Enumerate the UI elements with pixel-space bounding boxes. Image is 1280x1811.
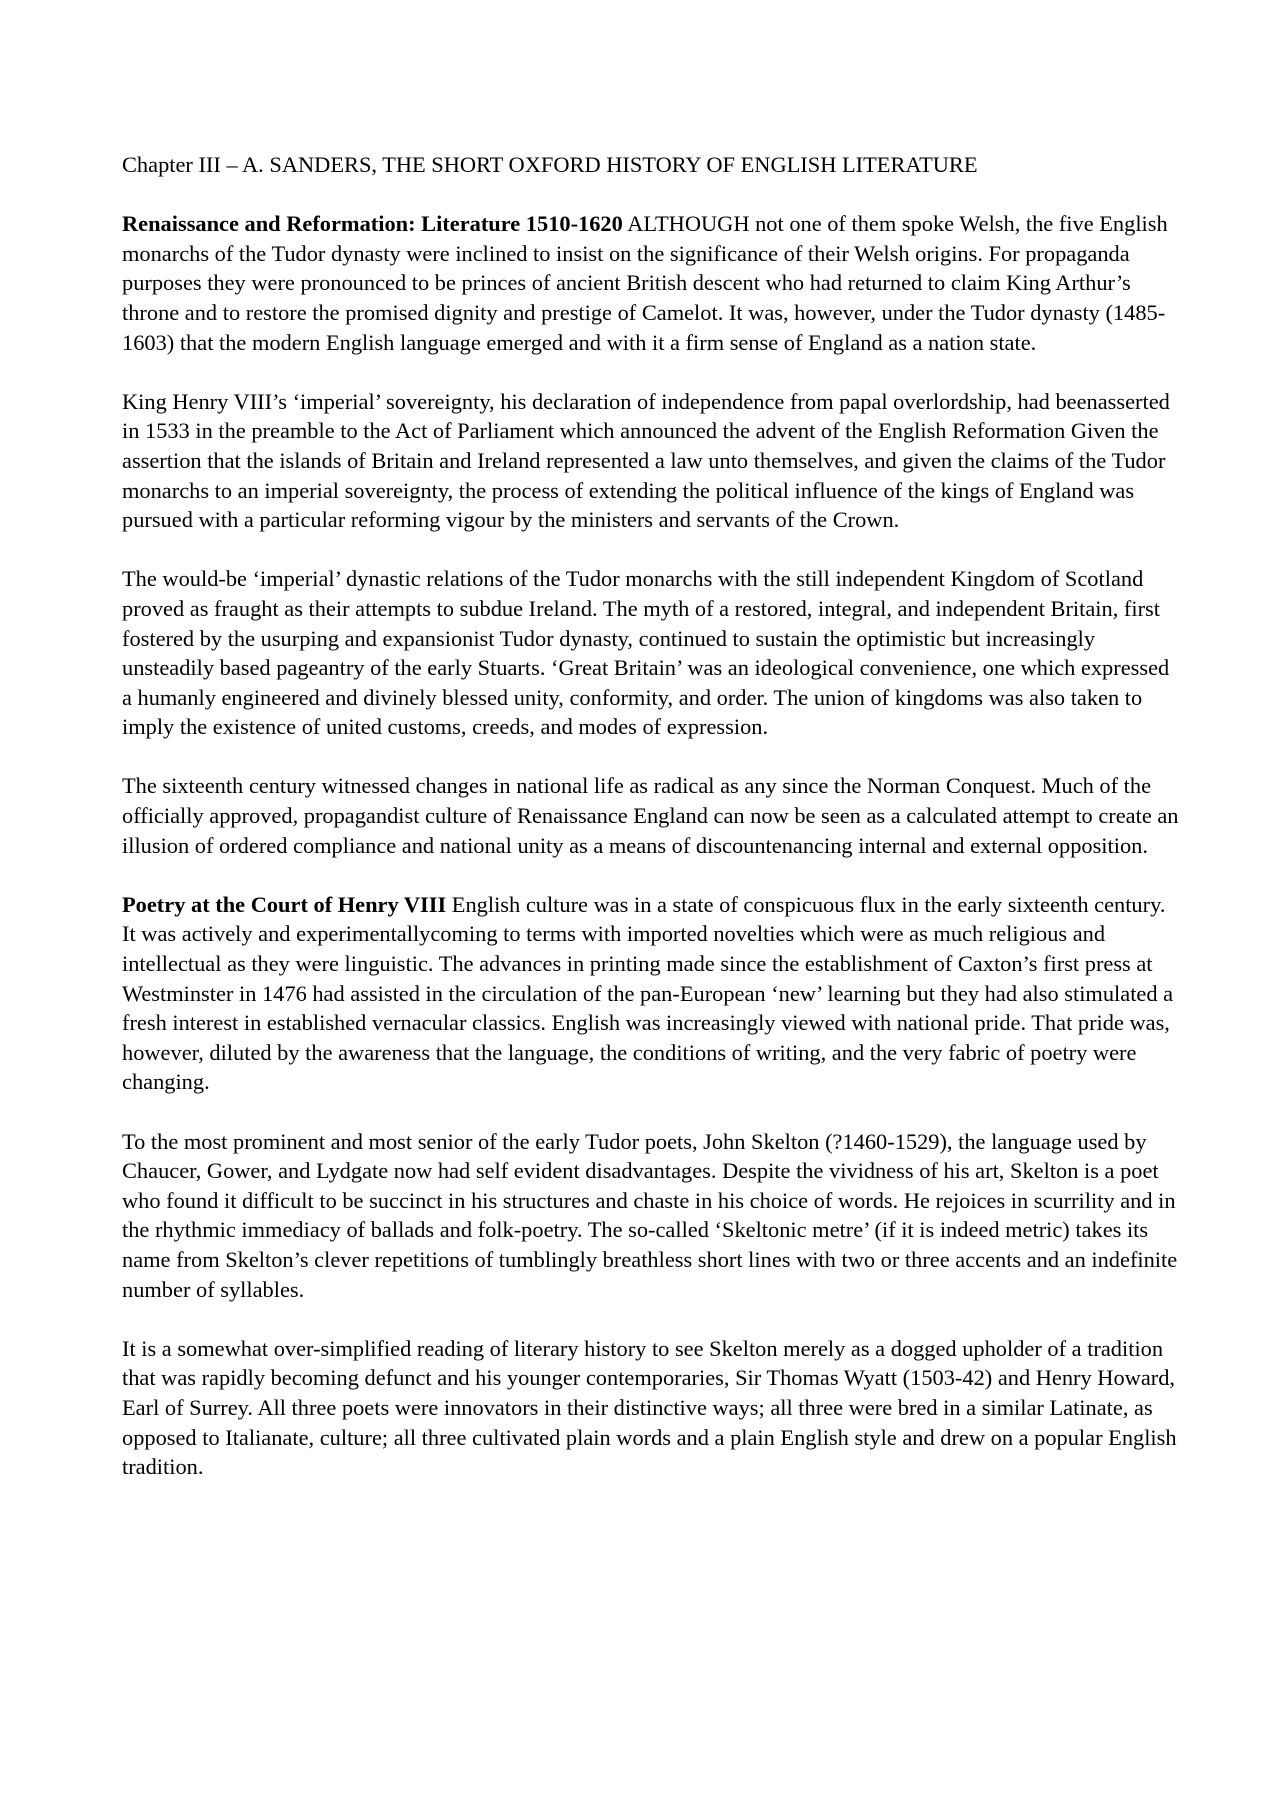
chapter-title: Chapter III – A. SANDERS, THE SHORT OXFORD HISTORY OF ENGLISH LITERATURE (122, 152, 978, 177)
paragraph-text: English culture was in a state of conspicuous flux in the early sixteenth century. It was actively and experimentallycoming to terms with imported novelties which were as much religious and intellectual as they were linguistic. The advances in printing made since the establishment of Caxton’s first press at Westminster in 1476 had assisted in the circulation of the pan-European ‘new’ learning but they had also stimulated a fresh interest in established vernacular classics. English was increasingly viewed with national pride. That pride was, however, diluted by the awareness that the language, the conditions of writing, and the very fabric of poetry were changing. (122, 891, 1174, 1095)
paragraph-henry-sovereignty: King Henry VIII’s ‘imperial’ sovereignty, his declaration of independence from papal overlordship, had beenasserted in 1533 in the preamble to the Act of Parliament which announced the advent of the English Reformation Given the assertion that the islands of Britain and Ireland represented a law unto themselves, and given the claims of the Tudor monarchs to an imperial sovereignty, the process of extending the political influence of the kings of England was pursued with a particular reforming vigour by the ministers and servants of the Crown. (122, 388, 1170, 533)
paragraph-poetry-court (122, 890, 1182, 1097)
paragraph-skelton: To the most prominent and most senior of the early Tudor poets, John Skelton (?1460-1529), the language used by Chaucer, Gower, and Lydgate now had self evident disadvantages. Despite the vividness of his art, Skelton is a poet who found it difficult to be succinct in his structures and chaste in his choice of words. He rejoices in scurrility and in the rhythmic immediacy of ballads and folk-poetry. The so-called ‘Skeltonic metre’ (if it is indeed metric) takes its name from Skelton’s clever repetitions of tumblingly breathless short lines with two or three accents and an indefinite number of syllables. (122, 1128, 1178, 1302)
paragraph-scotland: The would-be ‘imperial’ dynastic relations of the Tudor monarchs with the still independent Kingdom of Scotland proved as fraught as their attempts to subdue Ireland. The myth of a restored, integral, and independent Britain, first fostered by the usurping and expansionist Tudor dynasty, continued to sustain the optimistic but increasingly unsteadily based pageantry of the early Stuarts. ‘Great Britain’ was an ideological convenience, one which expressed a humanly engineered and divinely blessed unity, conformity, and order. The union of kingdoms was also taken to imply the existence of united customs, creeds, and modes of expression. (122, 566, 1170, 740)
paragraph-renaissance (122, 209, 1182, 357)
paragraph-literary-history: It is a somewhat over-simplified reading of literary history to see Skelton merely as a dogged upholder of a tradition that was rapidly becoming defunct and his younger contemporaries, Sir Thomas Wyatt (1503-42) and Henry Howard, Earl of Surrey. All three poets were innovators in their distinctive ways; all three were bred in a similar Latinate, as opposed to Italianate, culture; all three cultivated plain words and a plain English style and drew on a popular English tradition. (122, 1335, 1177, 1480)
section-heading-poetry: Poetry at the Court of Henry VIII (122, 891, 447, 917)
section-heading-renaissance: Renaissance and Reformation: Literature 1510-1620 (122, 211, 623, 237)
document-body (122, 150, 1182, 1511)
paragraph-sixteenth-century: The sixteenth century witnessed changes in national life as radical as any since the Norman Conquest. Much of the officially approved, propagandist culture of Renaissance England can now be seen as a calculated attempt to create an illusion of ordered compliance and national unity as a means of discountenancing internal and external opposition. (122, 773, 1179, 858)
paragraph-text: ALTHOUGH not one of them spoke Welsh, the five English monarchs of the Tudor dynasty were inclined to insist on the significance of their Welsh origins. For propaganda purposes they were pronounced to be princes of ancient British descent who had returned to claim King Arthur’s throne and to restore the promised dignity and prestige of Camelot. It was, however, under the Tudor dynasty (1485-1603) that the modern English language emerged and with it a firm sense of England as a nation state. (122, 211, 1168, 355)
